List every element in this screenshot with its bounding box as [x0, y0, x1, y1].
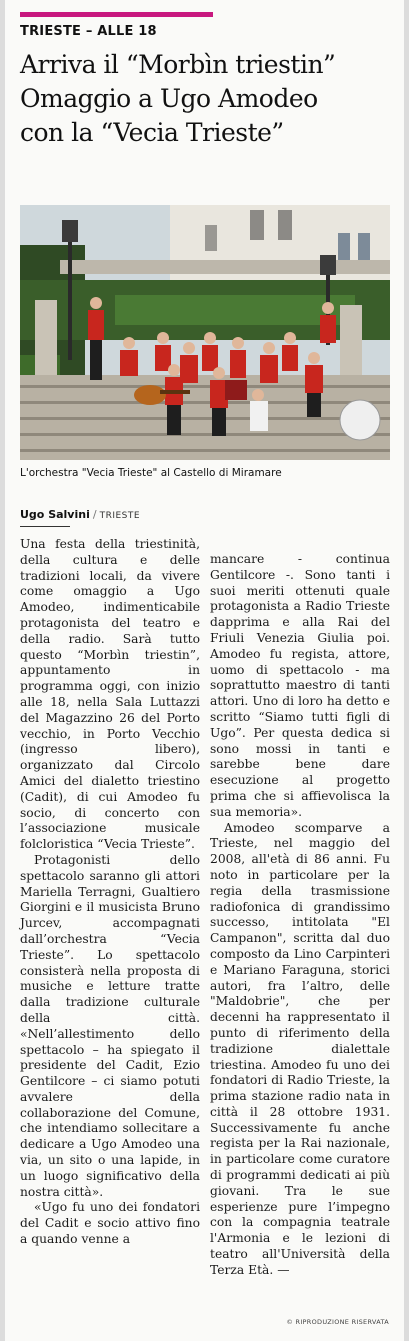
- headline-line-3: con la “Vecia Trieste”: [20, 118, 284, 147]
- byline: [20, 508, 140, 521]
- byline-author: Ugo Salvini: [20, 508, 90, 521]
- paragraph: Amodeo scomparve a Trieste, nel maggio del 2008, all'età di 86 anni. Fu noto in particolare per la regia della trasmissione radiofonica di grandissimo successo, intitolata "El Campanon", scritta dal duo composto da Lino Carpinteri e Mariano Faraguna, storici autori, fra l’altro, delle "Maldobrie", che per decenni ha rappresentato il punto di riferimento della tradizione dialettale triestina. Amodeo fu uno dei fondatori di Radio Trieste, la prima stazione radio nata in città il 28 ottobre 1931. Successivamente fu anche regista per la Rai nazionale, in particolare come curatore di programmi dedicati ai più giovani. Tra le sue esperienze pure l’impegno con la compagnia teatrale l'Armonia e le lezioni di teatro all'Università della Terza Età. —: [210, 820, 390, 1277]
- byline-separator: /: [92, 508, 97, 521]
- article-photo: [20, 205, 390, 460]
- newspaper-page: [5, 0, 404, 1341]
- photo-caption: L'orchestra "Vecia Trieste" al Castello di Miramare: [20, 467, 282, 479]
- byline-location: TRIESTE: [99, 511, 141, 521]
- article-column-right: [210, 552, 390, 1279]
- section-accent-bar: [20, 12, 213, 17]
- paragraph: mancare - continua Gentilcore -. Sono tanti i suoi meriti ottenuti quale protagonista a Radio Trieste dapprima e alla Rai del Friuli Venezia Giulia poi. Amodeo fu regista, attore, uomo di spettacolo - ma soprattutto maestro di tanti attori. Uno di loro ha detto e scritto “Siamo tutti figli di Ugo”. Per questa dedica si sono mossi in tanti e sarebbe bene dare esecuzione al progetto prima che si affievolisca la sua memoria».: [210, 552, 390, 819]
- paragraph: Protagonisti dello spettacolo saranno gli attori Mariella Terragni, Gualtiero Giorgini e il musicista Bruno Jurcev, accompagnati dall’orchestra “Vecia Trieste”. Lo spettacolo consisterà nella proposta di musiche e letture tratte dalla tradizione culturale della città. «Nell’allestimento dello spettacolo – ha spiegato il presidente del Cadit, Ezio Gentilcore – ci siamo potuti avvalere della collaborazione del Comune, che intendiamo sollecitare a dedicare a Ugo Amodeo una via, un sito o una lapide, in un luogo significativo della nostra città».: [20, 852, 200, 1199]
- paragraph: Una festa della triestinità, della cultura e delle tradizioni locali, da vivere come omaggio a Ugo Amodeo, indimenticabile protagonista del teatro e della radio. Sarà tutto questo “Morbìn triestin”, appuntamento in programma oggi, con inizio alle 18, nella Sala Luttazzi del Magazzino 26 del Porto vecchio, in Porto Vecchio (ingresso libero), organizzato dal Circolo Amici del dialetto triestino (Cadit), di cui Amodeo fu socio, di concerto con l’associazione musicale folcloristica “Vecia Trieste”.: [20, 537, 200, 852]
- orchestra-photo-illustration: [20, 205, 390, 460]
- paragraph: «Ugo fu uno dei fondatori del Cadit e socio attivo fino a quando venne a: [20, 1200, 200, 1247]
- byline-rule: [20, 526, 70, 527]
- section-kicker: TRIESTE – ALLE 18: [20, 24, 157, 39]
- article-headline: [20, 48, 400, 150]
- copyright-notice: © RIPRODUZIONE RISERVATA: [286, 1318, 389, 1326]
- article-column-left: [20, 537, 200, 1248]
- headline-line-2: Omaggio a Ugo Amodeo: [20, 84, 318, 113]
- headline-line-1: Arriva il “Morbìn triestin”: [20, 50, 336, 79]
